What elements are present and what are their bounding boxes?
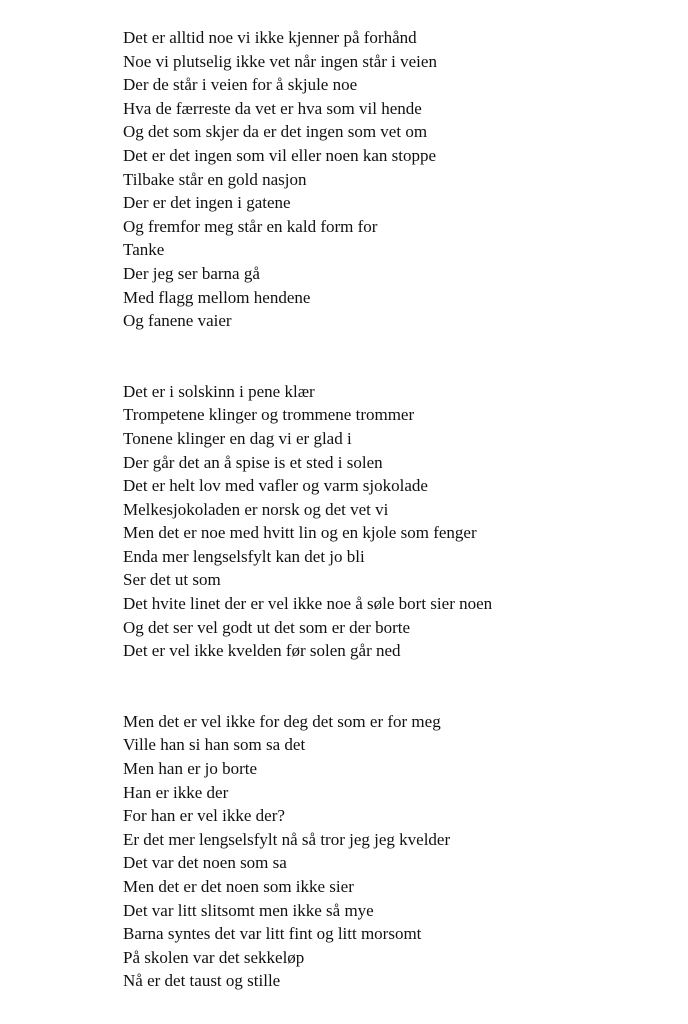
poem-line: Noe vi plutselig ikke vet når ingen står i veien xyxy=(123,51,437,71)
poem-line: Enda mer lengselsfylt kan det jo bli xyxy=(123,546,365,566)
poem-line: Men det er det noen som ikke sier xyxy=(123,877,354,896)
poem-line: Og det som skjer da er det ingen som vet om xyxy=(123,122,428,142)
poem-line: Der jeg ser barna gå xyxy=(123,263,260,283)
poem-line: Og fremfor meg står en kald form for xyxy=(123,216,378,236)
poem-line: Det var litt slitsomt men ikke så mye xyxy=(123,900,374,920)
poem-line: Nå er det taust og stille xyxy=(123,971,281,991)
poem-line: Men det er noe med hvitt lin og en kjole som fenger xyxy=(123,523,477,543)
poem-body xyxy=(123,26,663,993)
poem-line: Hva de færreste da vet er hva som vil hende xyxy=(123,98,422,118)
poem-line: Han er ikke der xyxy=(123,782,229,802)
poem-line: Men han er jo borte xyxy=(123,759,258,779)
poem-line: Og fanene vaier xyxy=(123,311,232,331)
poem-line: Og det ser vel godt ut det som er der borte xyxy=(123,617,411,637)
stanza-2 xyxy=(123,380,663,663)
poem-line: Tonene klinger en dag vi er glad i xyxy=(123,428,352,448)
poem-line: Tanke xyxy=(123,240,165,260)
poem-line: Men det er vel ikke for deg det som er for meg xyxy=(123,711,441,731)
poem-line: Det er vel ikke kvelden før solen går ned xyxy=(123,641,401,661)
poem-line: Det er alltid noe vi ikke kjenner på forhånd xyxy=(123,28,417,47)
poem-line: Ser det ut som xyxy=(123,570,221,590)
poem-line: På skolen var det sekkeløp xyxy=(123,947,305,967)
poem-line: Trompetene klinger og trommene trommer xyxy=(123,405,415,425)
poem-line: Melkesjokoladen er norsk og det vet vi xyxy=(123,499,389,519)
poem-line: Med flagg mellom hendene xyxy=(123,287,311,307)
poem-line: Der de står i veien for å skjule noe xyxy=(123,75,358,95)
poem-line: Det var det noen som sa xyxy=(123,853,287,873)
poem-line: Er det mer lengselsfylt nå så tror jeg jeg kvelder xyxy=(123,829,451,849)
stanza-3 xyxy=(123,710,663,993)
poem-line: For han er vel ikke der? xyxy=(123,806,285,826)
poem-line: Det hvite linet der er vel ikke noe å søle bort sier noen xyxy=(123,594,493,614)
poem-line: Det er helt lov med vafler og varm sjokolade xyxy=(123,476,428,496)
poem-line: Der er det ingen i gatene xyxy=(123,193,291,213)
poem-line: Der går det an å spise is et sted i solen xyxy=(123,452,383,472)
poem-line: Barna syntes det var litt fint og litt morsomt xyxy=(123,924,422,944)
poem-line: Ville han si han som sa det xyxy=(123,735,306,755)
stanza-1 xyxy=(123,26,663,333)
poem-line: Det er det ingen som vil eller noen kan stoppe xyxy=(123,145,436,165)
poem-line: Tilbake står en gold nasjon xyxy=(123,169,307,189)
poem-line: Det er i solskinn i pene klær xyxy=(123,381,315,401)
